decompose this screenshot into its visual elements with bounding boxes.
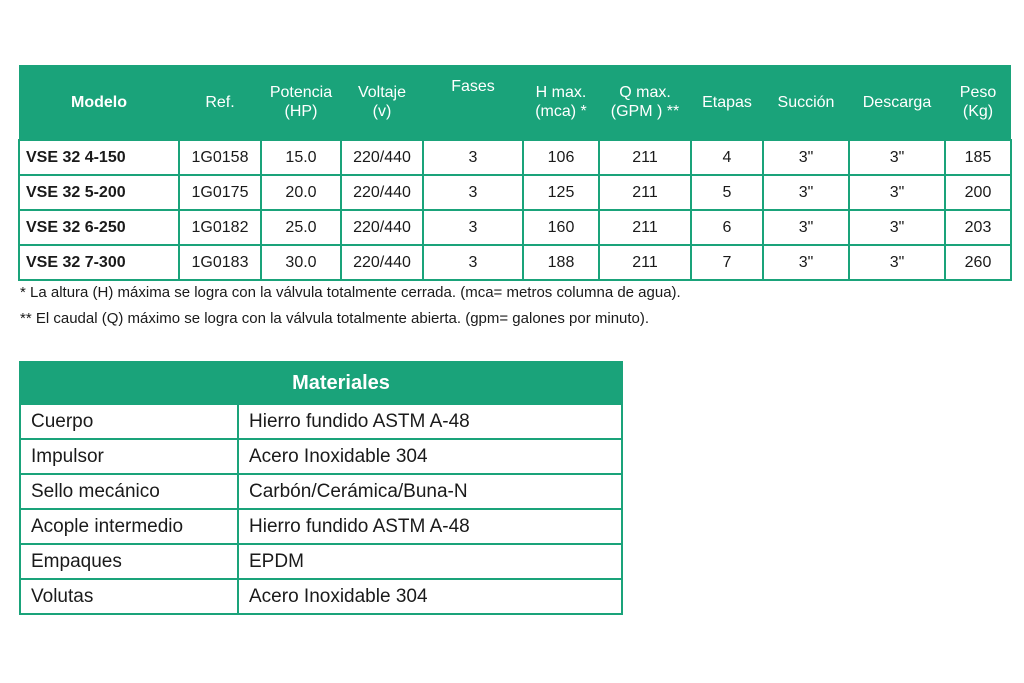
cell-ref: 1G0182 <box>179 210 261 245</box>
cell-potencia: 20.0 <box>261 175 341 210</box>
cell-descarga: 3" <box>849 210 945 245</box>
cell-succion: 3" <box>763 245 849 280</box>
specs-table <box>18 65 1012 281</box>
footnote-q: ** El caudal (Q) máximo se logra con la válvula totalmente abierta. (gpm= galones por minuto). <box>20 310 650 327</box>
cell-potencia: 30.0 <box>261 245 341 280</box>
materials-row <box>20 474 622 509</box>
header-voltaje: Voltaje (v) <box>341 65 423 140</box>
header-h-max: H max. (mca) * <box>523 65 599 140</box>
cell-model: VSE 32 5-200 <box>19 175 179 210</box>
cell-peso: 185 <box>945 140 1011 175</box>
cell-h-max: 125 <box>523 175 599 210</box>
material-part: Cuerpo <box>20 404 238 439</box>
cell-q-max: 211 <box>599 175 691 210</box>
cell-etapas: 5 <box>691 175 763 210</box>
cell-voltaje: 220/440 <box>341 175 423 210</box>
table-row <box>19 210 1011 245</box>
cell-fases: 3 <box>423 140 523 175</box>
cell-voltaje: 220/440 <box>341 210 423 245</box>
table-row <box>19 175 1011 210</box>
cell-h-max: 160 <box>523 210 599 245</box>
header-ref: Ref. <box>179 65 261 140</box>
table-row <box>19 140 1011 175</box>
header-modelo: Modelo <box>19 65 179 140</box>
cell-potencia: 25.0 <box>261 210 341 245</box>
cell-succion: 3" <box>763 140 849 175</box>
material-value: Acero Inoxidable 304 <box>238 439 622 474</box>
cell-potencia: 15.0 <box>261 140 341 175</box>
material-value: Carbón/Cerámica/Buna-N <box>238 474 622 509</box>
cell-fases: 3 <box>423 245 523 280</box>
cell-peso: 203 <box>945 210 1011 245</box>
header-etapas: Etapas <box>691 65 763 140</box>
table-row <box>19 245 1011 280</box>
cell-descarga: 3" <box>849 140 945 175</box>
material-part: Sello mecánico <box>20 474 238 509</box>
materials-row <box>20 579 622 614</box>
header-succion: Succión <box>763 65 849 140</box>
cell-model: VSE 32 7-300 <box>19 245 179 280</box>
header-q-max: Q max. (GPM ) ** <box>599 65 691 140</box>
materials-row <box>20 509 622 544</box>
cell-succion: 3" <box>763 175 849 210</box>
footnotes <box>20 280 681 332</box>
materials-row <box>20 439 622 474</box>
cell-fases: 3 <box>423 175 523 210</box>
cell-succion: 3" <box>763 210 849 245</box>
cell-q-max: 211 <box>599 245 691 280</box>
materials-row <box>20 404 622 439</box>
material-value: EPDM <box>238 544 622 579</box>
materials-title: Materiales <box>20 362 622 404</box>
material-part: Acople intermedio <box>20 509 238 544</box>
material-value: Hierro fundido ASTM A-48 <box>238 404 622 439</box>
cell-voltaje: 220/440 <box>341 140 423 175</box>
cell-ref: 1G0175 <box>179 175 261 210</box>
header-potencia: Potencia (HP) <box>261 65 341 140</box>
material-part: Volutas <box>20 579 238 614</box>
cell-peso: 200 <box>945 175 1011 210</box>
cell-etapas: 7 <box>691 245 763 280</box>
cell-q-max: 211 <box>599 140 691 175</box>
cell-fases: 3 <box>423 210 523 245</box>
cell-q-max: 211 <box>599 210 691 245</box>
cell-voltaje: 220/440 <box>341 245 423 280</box>
material-value: Hierro fundido ASTM A-48 <box>238 509 622 544</box>
header-descarga: Descarga <box>849 65 945 140</box>
material-value: Acero Inoxidable 304 <box>238 579 622 614</box>
cell-descarga: 3" <box>849 245 945 280</box>
specs-header-row <box>19 65 1011 140</box>
cell-descarga: 3" <box>849 175 945 210</box>
material-part: Impulsor <box>20 439 238 474</box>
cell-ref: 1G0183 <box>179 245 261 280</box>
cell-model: VSE 32 4-150 <box>19 140 179 175</box>
cell-h-max: 106 <box>523 140 599 175</box>
materials-header-row <box>20 362 622 404</box>
cell-peso: 260 <box>945 245 1011 280</box>
cell-etapas: 6 <box>691 210 763 245</box>
material-part: Empaques <box>20 544 238 579</box>
header-fases: Fases <box>423 65 523 140</box>
materials-table <box>19 361 623 615</box>
cell-ref: 1G0158 <box>179 140 261 175</box>
footnote-h: * La altura (H) máxima se logra con la válvula totalmente cerrada. (mca= metros columna de agua). <box>20 284 681 301</box>
cell-h-max: 188 <box>523 245 599 280</box>
cell-etapas: 4 <box>691 140 763 175</box>
cell-model: VSE 32 6-250 <box>19 210 179 245</box>
materials-row <box>20 544 622 579</box>
header-peso: Peso (Kg) <box>945 65 1011 140</box>
